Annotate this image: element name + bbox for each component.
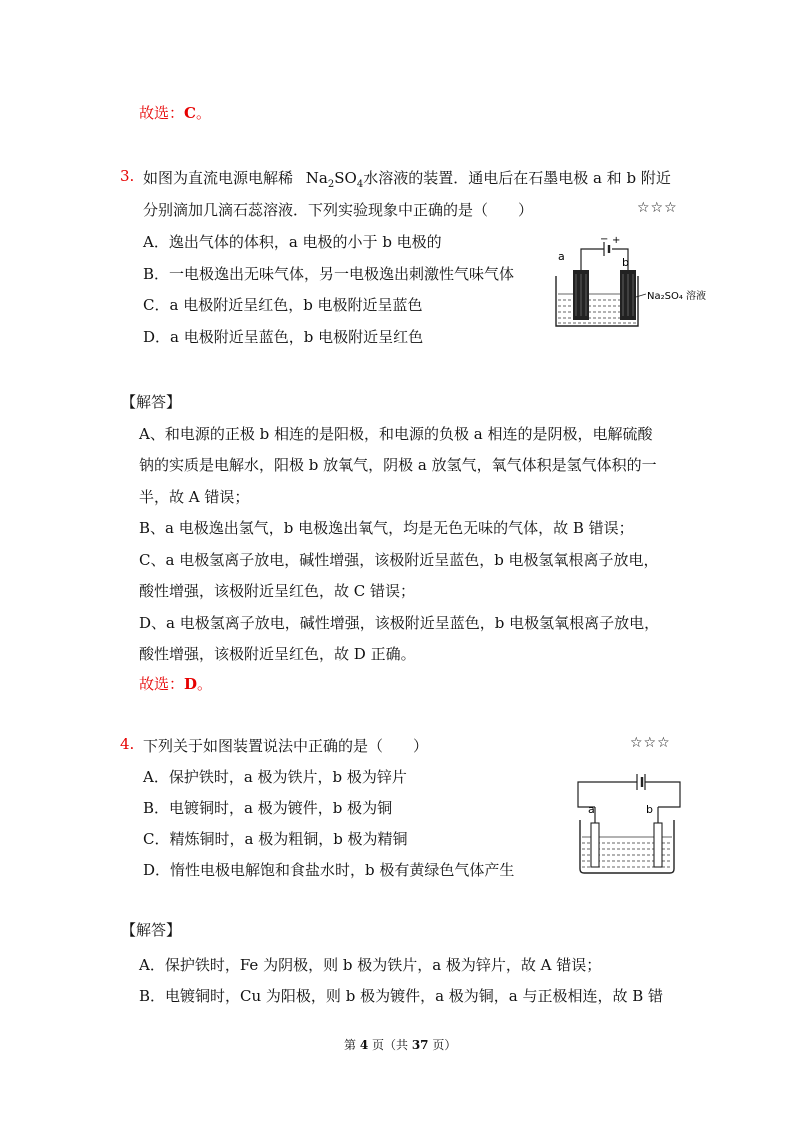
- q4-option-a: A．保护铁时，a 极为铁片，b 极为锌片: [143, 768, 407, 786]
- answer-value: C: [184, 104, 196, 122]
- q4-option-c: C．精炼铜时，a 极为粗铜，b 极为精铜: [143, 830, 408, 848]
- q3-solution-line-8: 酸性增强，该极附近呈红色，故 D 正确。: [139, 645, 416, 663]
- q4-solution-heading: 【解答】: [121, 921, 182, 939]
- q4-electrode-b: [654, 823, 662, 867]
- answer-prefix: 故选：: [139, 104, 185, 122]
- q4-option-d: D．惰性电极电解饱和食盐水时，b 极有黄绿色气体产生: [143, 861, 515, 879]
- formula-so-sub: 4: [356, 179, 364, 190]
- footer-suffix: 页）: [428, 1038, 457, 1052]
- na2so4-formula: [305, 169, 364, 190]
- q4-number: 4.: [120, 735, 135, 753]
- answer-prefix: 故选：: [139, 675, 185, 693]
- q3-stem-text-2: 水溶液的装置．通电后在石墨电极 a 和 b 附近: [363, 169, 671, 187]
- q3-stem-text: 如图为直流电源电解稀: [143, 169, 294, 187]
- solution-label: Na₂SO₄ 溶液: [647, 291, 707, 302]
- answer-suffix: 。: [195, 104, 211, 122]
- q4-difficulty-stars: ☆☆☆: [630, 735, 671, 751]
- q4-electrode-a: [591, 823, 599, 867]
- footer-middle: 页（共: [368, 1038, 412, 1052]
- q3-solution-line-5: C、a 电极氢离子放电，碱性增强，该极附近呈蓝色，b 电极氢氧根离子放电，: [139, 551, 659, 569]
- q4-solution-line-2: B．电镀铜时，Cu 为阳极，则 b 极为镀件，a 极为铜，a 与正极相连，故 B 错: [139, 987, 664, 1005]
- q3-option-d: D．a 电极附近呈蓝色，b 电极附近呈红色: [143, 328, 424, 346]
- q3-solution-line-3: 半，故 A 错误；: [139, 488, 250, 506]
- electrode-b-label: b: [622, 256, 629, 269]
- electrode-a-label: a: [558, 250, 565, 263]
- q3-difficulty-stars: ☆☆☆: [637, 200, 678, 216]
- q3-number: 3.: [120, 167, 135, 185]
- q3-stem-line2: 分别滴加几滴石蕊溶液．下列实验现象中正确的是（ ）: [143, 201, 534, 219]
- answer-suffix: 。: [197, 675, 213, 693]
- q3-solution-line-7: D、a 电极氢离子放电，碱性增强，该极附近呈蓝色，b 电极氢氧根离子放电，: [139, 614, 660, 632]
- plus-sign: +: [612, 236, 621, 246]
- q4-electrolysis-figure: [568, 765, 688, 877]
- answer-value: D: [184, 675, 198, 693]
- q3-option-b: B．一电极逸出无味气体，另一电极逸出刺激性气味气体: [143, 265, 515, 283]
- q3-solution-line-1: A、和电源的正极 b 相连的是阳极，和电源的负极 a 相连的是阴极，电解硫酸: [139, 425, 653, 443]
- page-total: 37: [411, 1038, 429, 1052]
- q3-solution-heading: 【解答】: [121, 393, 182, 411]
- minus-sign: −: [600, 236, 609, 245]
- q2-answer: [139, 102, 211, 123]
- q4-electrode-a-label: a: [588, 803, 595, 816]
- q3-electrolysis-figure: [548, 236, 718, 331]
- q3-solution-line-2: 钠的实质是电解水，阳极 b 放氧气，阴极 a 放氢气，氧气体积是氢气体积的一: [139, 456, 657, 474]
- q4-solution-line-1: A．保护铁时，Fe 为阴极，则 b 极为铁片，a 极为锌片，故 A 错误；: [139, 956, 602, 974]
- q3-solution-line-4: B、a 电极逸出氢气，b 电极逸出氧气，均是无色无味的气体，故 B 错误；: [139, 519, 634, 537]
- footer-prefix: 第: [344, 1038, 360, 1052]
- q3-stem-line1: [143, 167, 671, 190]
- q3-solution-line-6: 酸性增强，该极附近呈红色，故 C 错误；: [139, 582, 416, 600]
- q3-option-c: C．a 电极附近呈红色，b 电极附近呈蓝色: [143, 296, 423, 314]
- page-footer: [344, 1036, 456, 1053]
- page-number: 4: [359, 1038, 369, 1052]
- formula-na-sub: 2: [327, 179, 335, 190]
- q3-answer: [139, 673, 212, 694]
- formula-so: SO: [334, 169, 357, 187]
- formula-na: Na: [305, 169, 328, 187]
- q4-electrode-b-label: b: [646, 803, 653, 816]
- q4-stem: 下列关于如图装置说法中正确的是（ ）: [143, 737, 429, 755]
- q3-option-a: A．逸出气体的体积，a 电极的小于 b 电极的: [143, 233, 442, 251]
- q4-option-b: B．电镀铜时，a 极为镀件，b 极为铜: [143, 799, 393, 817]
